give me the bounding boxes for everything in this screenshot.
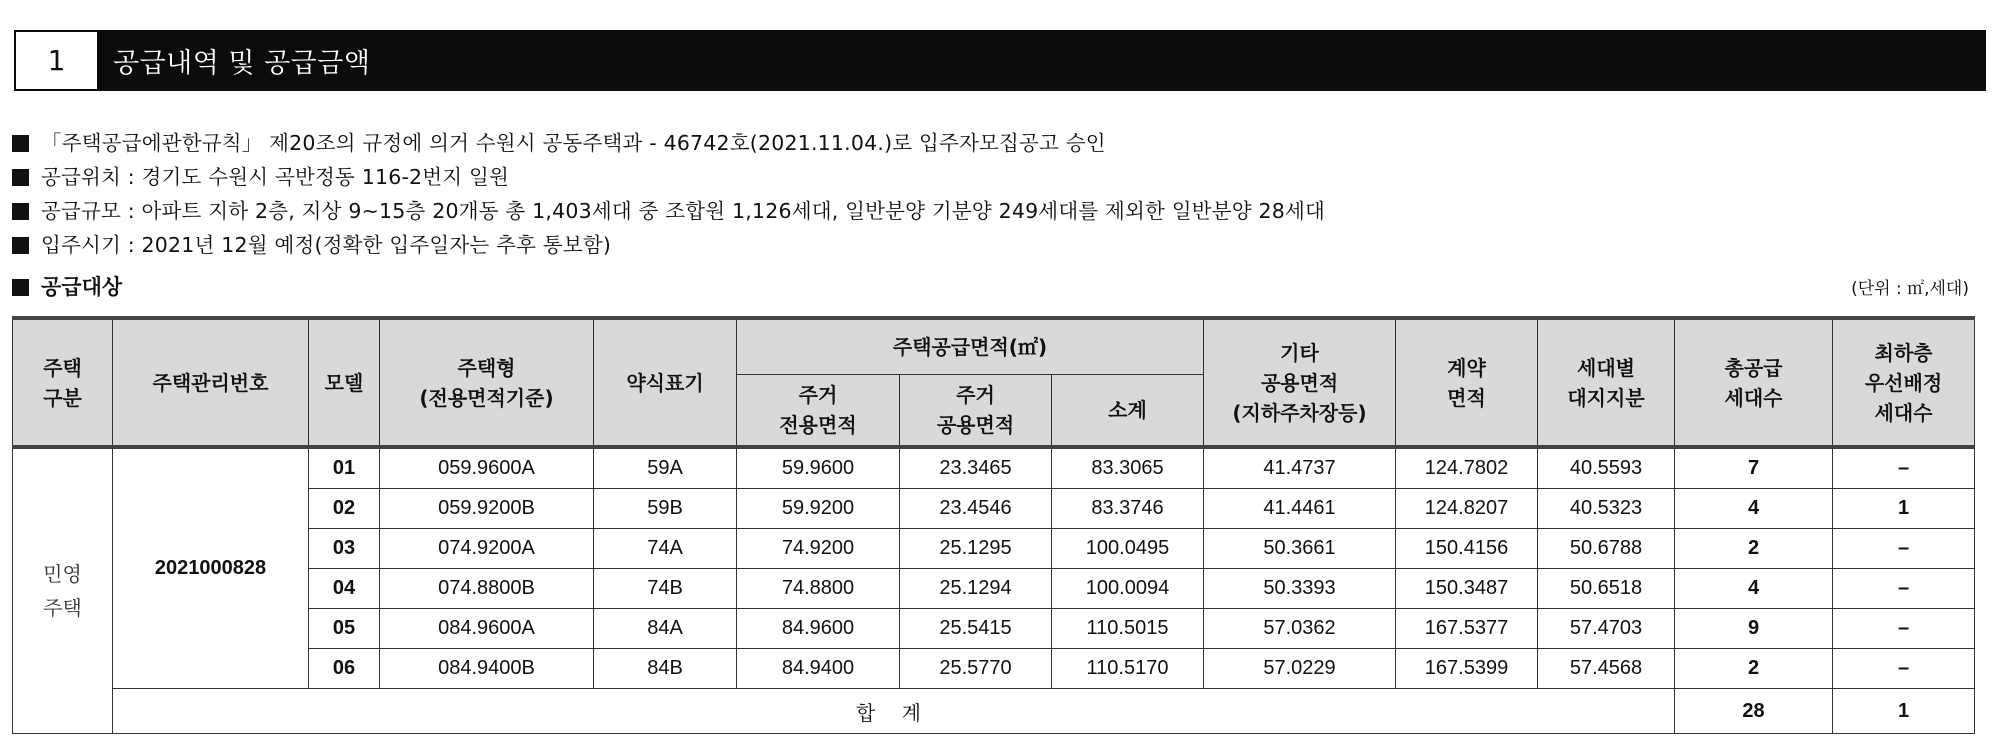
supply-target-title: 공급대상: [12, 270, 122, 304]
square-bullet-icon: [12, 279, 29, 296]
abbr-cell: 84B: [594, 649, 737, 689]
housing-category-cell: 민영 주택: [13, 447, 113, 734]
priority-cell: 1: [1833, 489, 1975, 529]
subtotal-cell: 83.3746: [1052, 489, 1204, 529]
common-cell: 25.1294: [900, 569, 1052, 609]
info-line-location: 공급위치 : 경기도 수원시 곡반정동 116-2번지 일원: [12, 160, 1972, 194]
units-cell: 4: [1675, 489, 1833, 529]
common-cell: 23.3465: [900, 447, 1052, 489]
units-cell: 4: [1675, 569, 1833, 609]
model-cell: 05: [309, 609, 380, 649]
units-cell: 9: [1675, 609, 1833, 649]
management-no-cell: 2021000828: [113, 447, 309, 689]
common-cell: 25.1295: [900, 529, 1052, 569]
abbr-cell: 59B: [594, 489, 737, 529]
other-cell: 50.3393: [1204, 569, 1396, 609]
priority-cell: –: [1833, 569, 1975, 609]
square-bullet-icon: [12, 237, 29, 254]
other-cell: 50.3661: [1204, 529, 1396, 569]
type-cell: 059.9200B: [380, 489, 594, 529]
total-label: 합 계: [113, 689, 1675, 734]
contract-cell: 124.7802: [1396, 447, 1538, 489]
other-cell: 41.4461: [1204, 489, 1396, 529]
header-housing-category: 주택 구분: [13, 318, 113, 447]
total-priority-cell: 1: [1833, 689, 1975, 734]
model-cell: 06: [309, 649, 380, 689]
abbr-cell: 74A: [594, 529, 737, 569]
unit-label: (단위 : ㎡,세대): [1851, 279, 1969, 299]
header-supply-area-group: 주택공급면적(㎡): [737, 318, 1204, 375]
land-cell: 40.5323: [1538, 489, 1675, 529]
subtotal-cell: 110.5015: [1052, 609, 1204, 649]
exclusive-cell: 84.9400: [737, 649, 900, 689]
model-cell: 03: [309, 529, 380, 569]
total-units-cell: 28: [1675, 689, 1833, 734]
land-cell: 57.4703: [1538, 609, 1675, 649]
header-land-share: 세대별 대지지분: [1538, 318, 1675, 447]
exclusive-cell: 74.9200: [737, 529, 900, 569]
total-row: [13, 689, 1975, 734]
exclusive-cell: 59.9200: [737, 489, 900, 529]
section-title: 공급내역 및 공급금액: [113, 48, 371, 79]
land-cell: 40.5593: [1538, 447, 1675, 489]
subtotal-cell: 100.0094: [1052, 569, 1204, 609]
info-line-scale: 공급규모 : 아파트 지하 2층, 지상 9~15층 20개동 총 1,403세대 중 조합원 1,126세대, 일반분양 기분양 249세대를 제외한 일반분양 28세대: [12, 194, 1972, 228]
priority-cell: –: [1833, 609, 1975, 649]
square-bullet-icon: [12, 203, 29, 220]
header-subtotal: 소계: [1052, 375, 1204, 448]
priority-cell: –: [1833, 447, 1975, 489]
exclusive-cell: 84.9600: [737, 609, 900, 649]
contract-cell: 150.4156: [1396, 529, 1538, 569]
contract-cell: 124.8207: [1396, 489, 1538, 529]
info-line-approval: 「주택공급에관한규칙」 제20조의 규정에 의거 수원시 공동주택과 - 46742호(2021.11.04.)로 입주자모집공고 승인: [12, 126, 1972, 160]
other-cell: 57.0229: [1204, 649, 1396, 689]
priority-cell: –: [1833, 649, 1975, 689]
common-cell: 25.5415: [900, 609, 1052, 649]
subtotal-cell: 83.3065: [1052, 447, 1204, 489]
units-cell: 7: [1675, 447, 1833, 489]
header-total-units: 총공급 세대수: [1675, 318, 1833, 447]
header-top-floor-priority: 최하층 우선배정 세대수: [1833, 318, 1975, 447]
contract-cell: 167.5399: [1396, 649, 1538, 689]
common-cell: 25.5770: [900, 649, 1052, 689]
land-cell: 50.6788: [1538, 529, 1675, 569]
abbr-cell: 59A: [594, 447, 737, 489]
contract-cell: 167.5377: [1396, 609, 1538, 649]
model-cell: 04: [309, 569, 380, 609]
section-header: [14, 30, 1986, 91]
header-abbreviation: 약식표기: [594, 318, 737, 447]
square-bullet-icon: [12, 169, 29, 186]
contract-cell: 150.3487: [1396, 569, 1538, 609]
type-cell: 084.9600A: [380, 609, 594, 649]
info-list: [12, 126, 1972, 262]
other-cell: 41.4737: [1204, 447, 1396, 489]
table-row: [13, 447, 1975, 489]
header-common-area: 주거 공용면적: [900, 375, 1052, 448]
info-line-move-in: 입주시기 : 2021년 12월 예정(정확한 입주일자는 추후 통보함): [12, 228, 1972, 262]
common-cell: 23.4546: [900, 489, 1052, 529]
subtotal-cell: 110.5170: [1052, 649, 1204, 689]
subtotal-cell: 100.0495: [1052, 529, 1204, 569]
header-other-common-area: 기타 공용면적 (지하주차장등): [1204, 318, 1396, 447]
header-model: 모델: [309, 318, 380, 447]
abbr-cell: 84A: [594, 609, 737, 649]
type-cell: 084.9400B: [380, 649, 594, 689]
exclusive-cell: 74.8800: [737, 569, 900, 609]
header-exclusive-area: 주거 전용면적: [737, 375, 900, 448]
other-cell: 57.0362: [1204, 609, 1396, 649]
priority-cell: –: [1833, 529, 1975, 569]
header-contract-area: 계약 면적: [1396, 318, 1538, 447]
section-number: 1: [16, 32, 97, 89]
abbr-cell: 74B: [594, 569, 737, 609]
exclusive-cell: 59.9600: [737, 447, 900, 489]
type-cell: 059.9600A: [380, 447, 594, 489]
type-cell: 074.8800B: [380, 569, 594, 609]
square-bullet-icon: [12, 135, 29, 152]
header-management-no: 주택관리번호: [113, 318, 309, 447]
type-cell: 074.9200A: [380, 529, 594, 569]
land-cell: 50.6518: [1538, 569, 1675, 609]
model-cell: 02: [309, 489, 380, 529]
land-cell: 57.4568: [1538, 649, 1675, 689]
units-cell: 2: [1675, 649, 1833, 689]
units-cell: 2: [1675, 529, 1833, 569]
supply-table: [12, 316, 1975, 734]
model-cell: 01: [309, 447, 380, 489]
header-housing-type: 주택형 (전용면적기준): [380, 318, 594, 447]
